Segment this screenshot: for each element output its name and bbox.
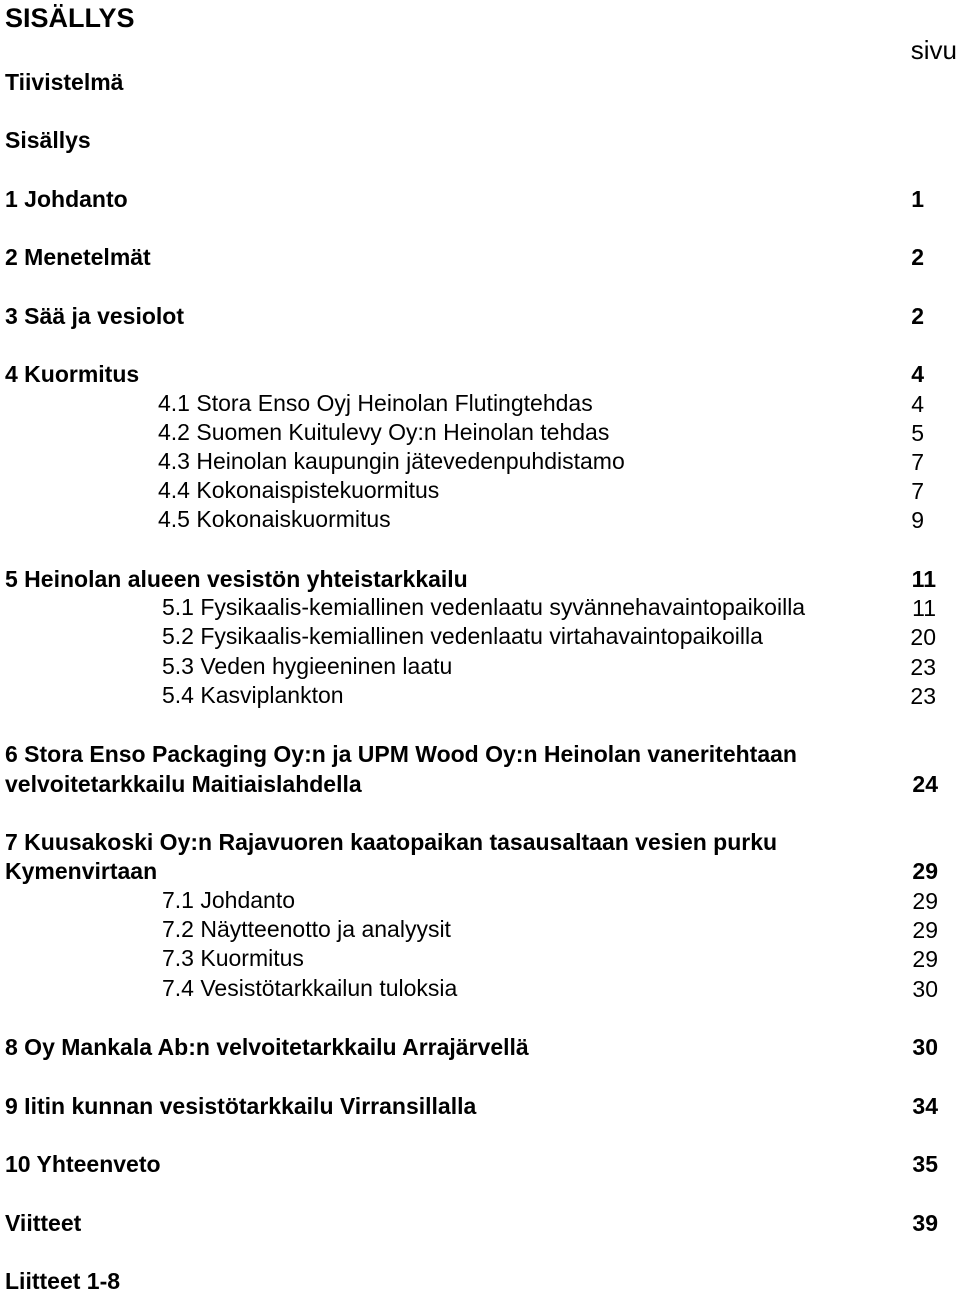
toc-chapter-6: 6 Stora Enso Packaging Oy:n ja UPM Wood Oy:n Heinolan vaneritehtaan [5,741,797,767]
toc-abstract: Tiivistelmä [5,69,124,95]
toc-chapter-3: 3 Sää ja vesiolot [5,303,184,329]
toc-references: Viitteet [5,1210,82,1236]
toc-section-7-1-page: 29 [912,888,938,914]
toc-chapter-5: 5 Heinolan alueen vesistön yhteistarkkailu [5,566,468,592]
toc-chapter-10: 10 Yhteenveto [5,1151,161,1177]
toc-chapter-9-page: 34 [912,1093,938,1119]
toc-section-4-5-page: 9 [911,507,924,533]
toc-section-5-4: 5.4 Kasviplankton [162,682,344,708]
toc-section-7-3-page: 29 [912,946,938,972]
toc-chapter-10-page: 35 [912,1151,938,1177]
toc-section-5-2: 5.2 Fysikaalis-kemiallinen vedenlaatu virtahavaintopaikoilla [162,623,763,649]
toc-chapter-6-continued: velvoitetarkkailu Maitiaislahdella [5,771,362,797]
toc-section-7-2-page: 29 [912,917,938,943]
toc-chapter-7: 7 Kuusakoski Oy:n Rajavuoren kaatopaikan tasausaltaan vesien purku [5,829,778,855]
toc-chapter-7-continued: Kymenvirtaan [5,858,158,884]
toc-chapter-4: 4 Kuormitus [5,361,140,387]
toc-section-5-3-page: 23 [910,654,936,680]
toc-section-4-4: 4.4 Kokonaispistekuormitus [158,477,440,503]
toc-chapter-8-page: 30 [912,1034,938,1060]
toc-section-4-3: 4.3 Heinolan kaupungin jätevedenpuhdistamo [158,448,625,474]
toc-references-page: 39 [912,1210,938,1236]
toc-section-5-3: 5.3 Veden hygieeninen laatu [162,653,453,679]
toc-appendices: Liitteet 1-8 [5,1268,121,1294]
toc-section-4-4-page: 7 [911,478,924,504]
toc-chapter-9: 9 Iitin kunnan vesistötarkkailu Virransillalla [5,1093,477,1119]
toc-section-4-3-page: 7 [911,449,924,475]
toc-section-4-2: 4.2 Suomen Kuitulevy Oy:n Heinolan tehdas [158,419,610,445]
toc-section-7-1: 7.1 Johdanto [162,887,296,913]
toc-section-7-3: 7.3 Kuormitus [162,945,304,971]
toc-contents: Sisällys [5,127,91,153]
toc-section-7-4: 7.4 Vesistötarkkailun tuloksia [162,975,458,1001]
toc-section-7-2: 7.2 Näytteenotto ja analyysit [162,916,451,942]
toc-chapter-4-page: 4 [911,361,924,387]
toc-section-5-2-page: 20 [910,624,936,650]
toc-section-4-2-page: 5 [911,420,924,446]
toc-section-4-1-page: 4 [911,391,924,417]
toc-section-4-1: 4.1 Stora Enso Oyj Heinolan Flutingtehdas [158,390,593,416]
page-column-label: sivu [910,35,957,65]
toc-section-4-5: 4.5 Kokonaiskuormitus [158,506,391,532]
toc-section-7-4-page: 30 [912,976,938,1002]
toc-section-5-1-page: 11 [912,595,936,621]
toc-section-5-1: 5.1 Fysikaalis-kemiallinen vedenlaatu syvännehavaintopaikoilla [162,594,806,620]
page-title: SISÄLLYS [5,3,135,33]
toc-chapter-3-page: 2 [911,303,924,329]
toc-chapter-8: 8 Oy Mankala Ab:n velvoitetarkkailu Arrajärvellä [5,1034,529,1060]
toc-section-5-4-page: 23 [910,683,936,709]
toc-chapter-2-page: 2 [911,244,924,270]
toc-chapter-5-page: 11 [911,566,936,592]
toc-chapter-2: 2 Menetelmät [5,244,151,270]
toc-chapter-1-page: 1 [911,186,924,212]
toc-chapter-7-page: 29 [912,858,938,884]
toc-chapter-6-page: 24 [912,771,938,797]
toc-chapter-1: 1 Johdanto [5,186,128,212]
